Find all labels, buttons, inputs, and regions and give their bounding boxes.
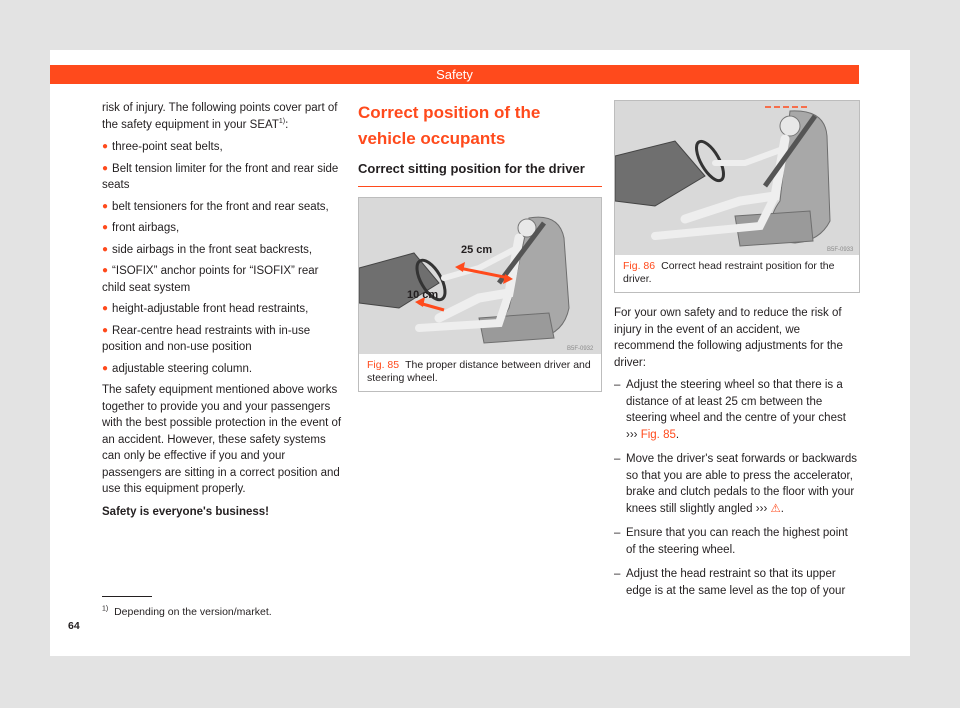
list-item — [102, 263, 342, 296]
list-item — [102, 242, 342, 259]
caption-text: Correct head restraint position for the driver. — [623, 260, 835, 285]
figure-reference-link[interactable]: Fig. 85 — [640, 428, 676, 441]
list-item — [102, 139, 342, 156]
footnote-divider — [102, 596, 152, 597]
closing-statement: Safety is everyone's business! — [102, 505, 270, 518]
intro-text: risk of injury. The following points cover part of the safety equipment in your SEAT — [102, 102, 338, 131]
bullet-icon: ● — [102, 362, 109, 374]
list-item — [102, 199, 342, 216]
list-item — [102, 323, 342, 356]
distance-label-10: 10 cm — [407, 289, 439, 301]
figure-caption — [615, 255, 859, 292]
footnote-ref: 1) — [278, 117, 286, 125]
bullet-icon: ● — [102, 303, 109, 314]
list-item — [102, 361, 342, 378]
column-right — [614, 100, 860, 607]
list-item-text: three-point seat belts, — [112, 141, 223, 153]
dash-icon: – — [614, 568, 621, 580]
step-item — [614, 451, 860, 517]
body-paragraph: The safety equipment mentioned above works together to provide you and your passengers with the best possible protection in the event of an accident. However, these safety systems can only be effective if you and your passengers are sitting in a correct position and use this equipment properly. — [102, 384, 342, 495]
dash-icon: – — [614, 453, 621, 465]
intro-paragraph — [102, 100, 342, 133]
list-item-text: front airbags, — [112, 222, 180, 234]
list-item-text: Belt tension limiter for the front and rear side seats — [102, 162, 339, 191]
list-item-text: side airbags in the front seat backrests, — [112, 243, 313, 256]
column-left — [102, 100, 342, 526]
dash-icon: – — [614, 379, 621, 391]
figure-85 — [358, 197, 602, 392]
step-end: . — [675, 428, 680, 441]
section-heading: Correct position of the vehicle occupants — [358, 103, 541, 148]
footnote-text: Depending on the version/market. — [114, 606, 272, 618]
dash-icon: – — [614, 527, 621, 539]
bullet-icon: ● — [102, 222, 109, 233]
list-item — [102, 301, 342, 318]
step-text: Move the driver's seat forwards or backwards so that you are able to press the accelerator, brake and clutch pedals to the floor with your knees still slightly angled — [626, 453, 858, 515]
step-item — [614, 525, 860, 558]
footnote-marker: 1) — [102, 605, 109, 613]
list-item-text: adjustable steering column. — [112, 362, 253, 375]
reference-arrows: ››› — [755, 502, 768, 515]
column-middle — [358, 100, 602, 392]
subsection-heading: Correct sitting position for the driver — [358, 160, 602, 187]
figure-number: Fig. 86 — [623, 260, 656, 272]
list-item — [102, 220, 342, 237]
intro-end: : — [285, 118, 289, 131]
list-item-text: “ISOFIX” anchor points for “ISOFIX” rear child seat system — [102, 265, 319, 294]
figure-number: Fig. 85 — [367, 359, 400, 371]
bullet-icon: ● — [102, 243, 109, 255]
warning-icon[interactable]: ⚠ — [770, 502, 781, 515]
equipment-list — [102, 139, 342, 377]
step-item — [614, 377, 860, 443]
bullet-icon: ● — [102, 265, 109, 276]
footnote — [102, 606, 272, 618]
step-text: Ensure that you can reach the highest point of the steering wheel. — [626, 527, 848, 556]
page-number: 64 — [68, 620, 80, 632]
distance-label-25: 25 cm — [461, 244, 493, 256]
list-item-text: belt tensioners for the front and rear seats, — [112, 200, 329, 213]
list-item-text: Rear-centre head restraints with in-use position and non-use position — [102, 324, 311, 353]
list-item — [102, 161, 342, 194]
step-item — [614, 566, 860, 599]
section-header: Safety — [50, 65, 859, 84]
reference-arrows: ››› — [626, 428, 638, 441]
figure-code: B5F-0933 — [827, 247, 854, 253]
bullet-icon: ● — [102, 324, 109, 336]
adjustment-steps — [614, 377, 860, 599]
step-text: Adjust the steering wheel so that there is a distance of at least 25 cm between the steering wheel and the centre of your chest — [626, 379, 846, 424]
bullet-icon: ● — [102, 162, 109, 174]
step-text: Adjust the head restraint so that its upper edge is at the same level as the top of your — [626, 568, 846, 597]
step-end: . — [780, 502, 784, 515]
figure-86 — [614, 100, 860, 293]
bullet-icon: ● — [102, 141, 109, 152]
list-item-text: height-adjustable front head restraints, — [112, 303, 309, 315]
caption-text: The proper distance between driver and steering wheel. — [367, 359, 591, 384]
driver-distance-illustration — [359, 198, 601, 354]
instructions-intro: For your own safety and to reduce the risk of injury in the event of an accident, we recommend the following adjustments for the driver: — [614, 307, 843, 369]
figure-caption — [359, 354, 601, 391]
figure-code: B5F-0932 — [567, 346, 594, 352]
head-restraint-illustration — [615, 101, 859, 255]
bullet-icon: ● — [102, 200, 109, 212]
